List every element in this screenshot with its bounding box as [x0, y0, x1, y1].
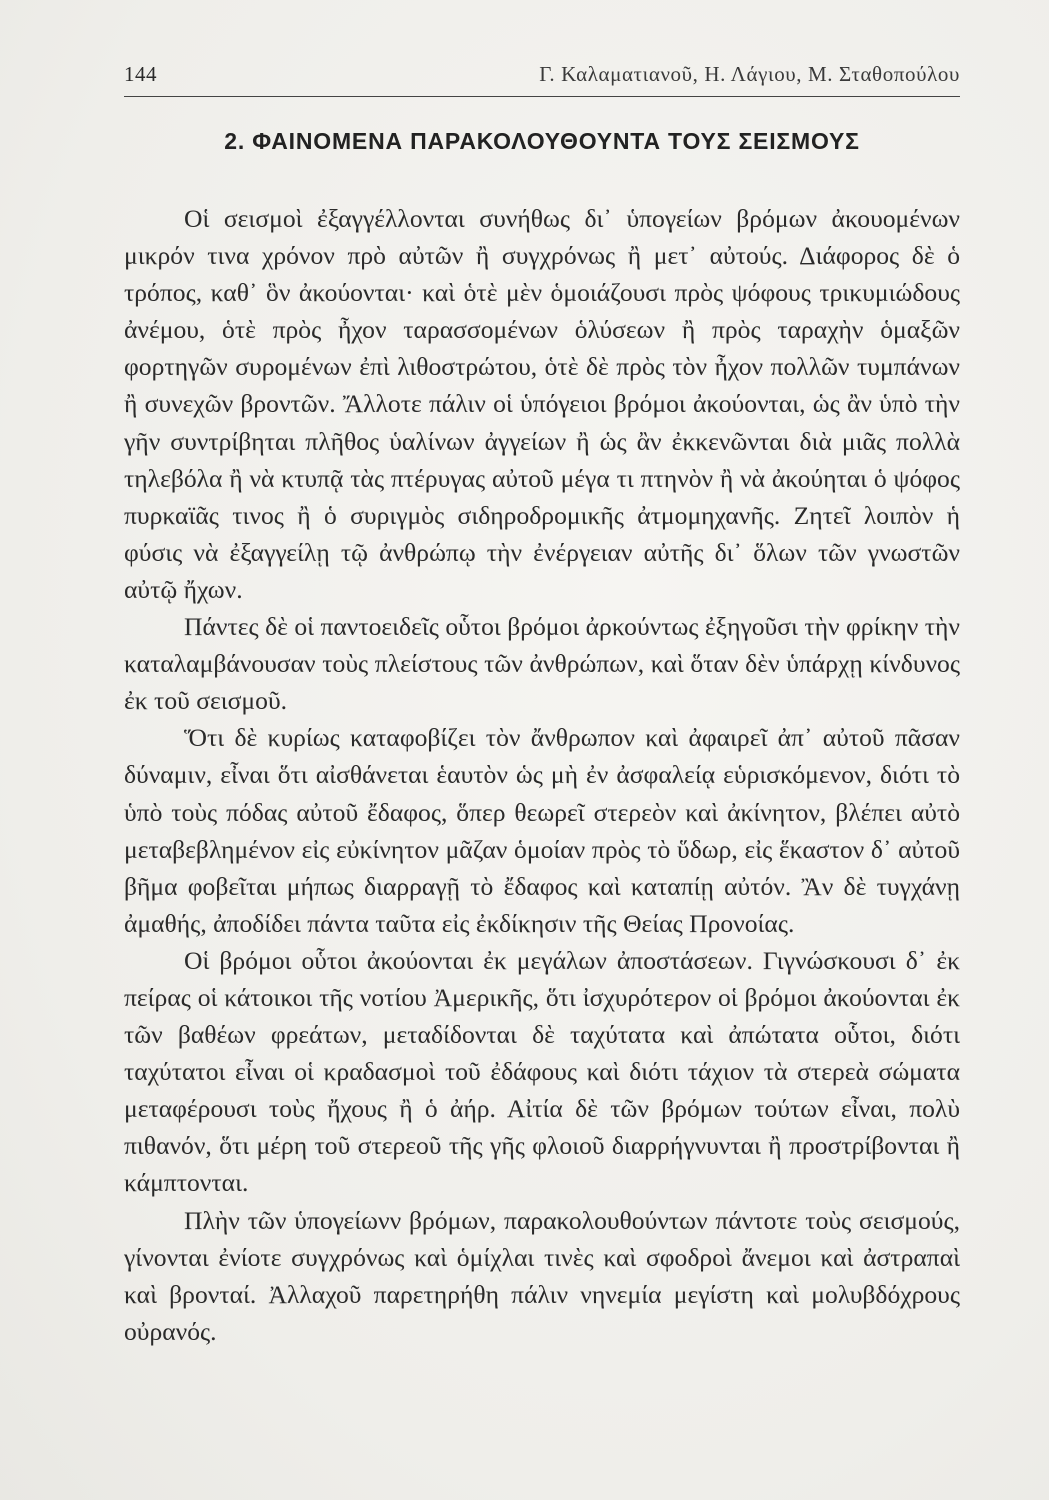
paragraph: Πλὴν τῶν ὑπογείωνν βρόμων, παρακολουθούντων πάντοτε τοὺς σεισμούς, γίνονται ἐνίοτε συγχρόνως καὶ ὁμίχλαι τινὲς καὶ σφοδροὶ ἄνεμοι καὶ ἀστραπαὶ καὶ βρονταί. Ἀλλαχοῦ παρετηρήθη πάλιν νηνεμία μεγίστη καὶ μολυβδόχρους οὐρανός.: [124, 1205, 960, 1346]
page-header: [124, 60, 960, 97]
running-head: Γ. Καλαματιανοῦ, Η. Λάγιου, Μ. Σταθοπούλου: [539, 62, 960, 86]
paragraph: Πάντες δὲ οἱ παντοειδεῖς οὗτοι βρόμοι ἀρκούντως ἐξηγοῦσι τὴν φρίκην τὴν καταλαμβάνουσαν τοὺς πλείστους τῶν ἀνθρώπων, καὶ ὅταν δὲν ὑπάρχῃ κίνδυνος ἐκ τοῦ σεισμοῦ.: [124, 612, 960, 716]
paragraph: Οἱ βρόμοι οὗτοι ἀκούονται ἐκ μεγάλων ἀποστάσεων. Γιγνώσκουσι δ᾽ ἐκ πείρας οἱ κάτοικοι τῆς νοτίου Ἀμερικῆς, ὅτι ἰσχυρότερον οἱ βρόμοι ἀκούονται ἐκ τῶν βαθέων φρεάτων, μεταδίδονται δὲ ταχύτατα καὶ ἀπώτατα οὗτοι, διότι ταχύτατοι εἶναι οἱ κραδασμοὶ τοῦ ἐδάφους καὶ διότι τάχιον τὰ στερεὰ σώματα μεταφέρουσι τοὺς ἤχους ἢ ὁ ἀήρ. Αἰτία δὲ τῶν βρόμων τούτων εἶναι, πολὺ πιθανόν, ὅτι μέρη τοῦ στερεοῦ τῆς γῆς φλοιοῦ διαρρήγνυνται ἢ προστρίβονται ἢ κάμπτονται.: [124, 945, 960, 1198]
paragraph: Οἱ σεισμοὶ ἐξαγγέλλονται συνήθως δι᾽ ὑπογείων βρόμων ἀκουομένων μικρόν τινα χρόνον πρὸ αὐτῶν ἢ συγχρόνως ἢ μετ᾽ αὐτούς. Διάφορος δὲ ὁ τρόπος, καθ᾽ ὃν ἀκούονται· καὶ ὁτὲ μὲν ὁμοιάζουσι πρὸς ψόφους τρικυμιώδους ἀνέμου, ὁτὲ πρὸς ἦχον ταρασσομένων ὁλύσεων ἢ πρὸς ταραχὴν ὁμαξῶν φορτηγῶν συρομένων ἐπὶ λιθοστρώτου, ὁτὲ δὲ πρὸς τὸν ἦχον πολλῶν τυμπάνων ἢ συνεχῶν βροντῶν. Ἄλλοτε πάλιν οἱ ὑπόγειοι βρόμοι ἀκούονται, ὡς ἂν ὑπὸ τὴν γῆν συντρίβηται πλῆθος ὑαλίνων ἀγγείων ἢ ὡς ἂν ἐκκενῶνται διὰ μιᾶς πολλὰ τηλεβόλα ἢ νὰ κτυπᾷ τὰς πτέρυγας αὐτοῦ μέγα τι πτηνὸν ἢ νὰ ἀκούηται ὁ ψόφος πυρκαϊᾶς τινος ἢ ὁ συριγμὸς σιδηροδρομικῆς ἀτμομηχανῆς. Ζητεῖ λοιπὸν ἡ φύσις νὰ ἐξαγγείλῃ τῷ ἀνθρώπῳ τὴν ἐνέργειαν αὐτῆς δι᾽ ὅλων τῶν γνωστῶν αὐτῷ ἤχων.: [124, 204, 960, 604]
body-text: [124, 200, 960, 1350]
paragraph: Ὅτι δὲ κυρίως καταφοβίζει τὸν ἄνθρωπον καὶ ἀφαιρεῖ ἀπ᾽ αὐτοῦ πᾶσαν δύναμιν, εἶναι ὅτι αἰσθάνεται ἑαυτὸν ὡς μὴ ἐν ἀσφαλείᾳ εὑρισκόμενον, διότι τὸ ὑπὸ τοὺς πόδας αὐτοῦ ἔδαφος, ὅπερ θεωρεῖ στερεὸν καὶ ἀκίνητον, βλέπει αὐτὸ μεταβεβλημένον εἰς εὐκίνητον μᾶζαν ὁμοίαν πρὸς τὸ ὕδωρ, εἰς ἕκαστον δ᾽ αὐτοῦ βῆμα φοβεῖται μήπως διαρραγῇ τὸ ἔδαφος καὶ καταπίῃ αὐτόν. Ἂν δὲ τυγχάνῃ ἀμαθής, ἀποδίδει πάντα ταῦτα εἰς ἐκδίκησιν τῆς Θείας Προνοίας.: [124, 723, 960, 938]
page-number: 144: [124, 62, 157, 86]
section-title: 2. ΦΑΙΝΟΜΕΝΑ ΠΑΡΑΚΟΛΟΥΘΟΥΝΤΑ ΤΟΥΣ ΣΕΙΣΜΟΥΣ: [224, 128, 860, 154]
